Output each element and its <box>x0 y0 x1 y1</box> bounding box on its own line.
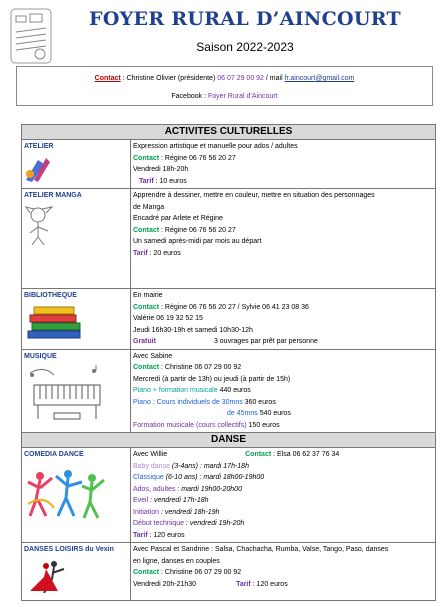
activity-name: ATELIER <box>24 143 54 150</box>
teacher: Avec Willie <box>133 451 168 458</box>
activity-row-musique <box>22 349 436 435</box>
schedule-tarif-line <box>133 579 433 591</box>
contact-value: : Régine 06 76 56 20 27 <box>159 154 236 162</box>
activity-row-manga <box>22 189 436 289</box>
contact-mail-label: / mail <box>263 75 285 82</box>
schedule: Vendredi 20h-21h30 <box>133 580 197 588</box>
class-value: : vendredi 17h-18h <box>148 497 209 504</box>
tarif-value: : 120 euros <box>250 580 288 588</box>
schedule: Mercredi (à partir de 13h) ou jeudi (à partir de 15h) <box>133 375 291 383</box>
activity-name: BIBLIOTHEQUE <box>24 292 77 299</box>
tarif-label: Tarif <box>236 580 251 588</box>
activity-details <box>131 140 436 189</box>
activity-details <box>131 349 436 435</box>
activity-name: MUSIQUE <box>24 352 57 360</box>
class-value: (6-10 ans) : mardi 18h00-19h00 <box>163 474 265 481</box>
contact-line <box>133 302 433 314</box>
activity-details <box>131 289 436 350</box>
contact-line <box>17 75 432 82</box>
contact-value: : Régine 06 76 56 20 27 / Sylvie 06 41 23 08 36 <box>159 303 309 311</box>
activity-name: COMEDIA DANCE <box>24 451 84 458</box>
activity-name: ATELIER MANGA <box>24 192 82 199</box>
danse-table <box>21 432 436 601</box>
contact-label: Contact <box>94 75 121 82</box>
tarif-line <box>133 248 433 260</box>
gratuit-value: 3 ouvrages par prêt par personne <box>213 338 318 345</box>
contact-label: Contact <box>133 364 160 371</box>
dancers-icon <box>24 464 106 524</box>
activity-description: Expression artistique et manuelle pour ados / adultes <box>133 143 298 150</box>
tarif-label: Tarif <box>133 531 148 539</box>
tarif-label: Tarif <box>139 177 154 185</box>
page-title: FOYER RURAL D’AINCOURT <box>89 8 401 30</box>
contact-label: Contact <box>133 154 160 162</box>
schedule: Un samedi après-midi par mois au départ <box>133 238 262 245</box>
contact-value: : Christine 06 07 29 00 92 <box>159 364 242 371</box>
class-label: Ados, adultes <box>133 485 176 493</box>
teacher: Avec Sabine <box>133 352 173 360</box>
piano-icon <box>24 365 110 423</box>
supervision: Encadré par Arlete et Régine <box>133 215 223 222</box>
price-line <box>133 420 433 432</box>
contact-line <box>133 225 433 237</box>
class-label: Classique <box>133 474 164 481</box>
contact-line <box>133 362 433 374</box>
activity-row-danses-loisirs <box>22 543 436 601</box>
price-label: Piano + formation musicale <box>133 387 218 394</box>
activity-details <box>131 189 436 289</box>
page-header <box>0 0 444 118</box>
contact-label: Contact <box>245 451 272 458</box>
price-value: 150 euros <box>246 421 280 429</box>
activity-description: en ligne, danses en couples <box>133 557 220 565</box>
tarif-line <box>133 176 433 188</box>
activity-name-cell <box>22 349 131 435</box>
contact-label: Contact <box>133 569 160 576</box>
activity-name-cell <box>22 448 131 543</box>
contact-value: Valérie 06 19 32 52 15 <box>133 315 203 322</box>
contact-line <box>133 567 433 579</box>
facebook-label: Facebook : <box>171 93 208 100</box>
activity-row-bibliotheque <box>22 289 436 350</box>
class-line <box>133 507 433 519</box>
tarif-value: : 20 euros <box>147 249 181 257</box>
contact-label: Contact <box>133 303 160 311</box>
class-value: (3-4ans) : mardi 17h-18h <box>169 462 249 470</box>
activity-name-cell <box>22 289 131 350</box>
class-line <box>133 518 433 530</box>
contact-separator: : <box>120 75 127 82</box>
danse-heading: DANSE <box>22 433 436 448</box>
tarif-value: : 10 euros <box>153 177 187 185</box>
activity-details <box>131 448 436 543</box>
activity-name-cell <box>22 189 131 289</box>
activity-details <box>131 543 436 601</box>
class-value: : vendredi 19h-20h <box>183 520 245 527</box>
paint-brushes-icon <box>24 156 52 182</box>
culture-heading: ACTIVITES CULTURELLES <box>22 125 436 140</box>
contact-value: : Régine 06 76 56 20 27 <box>159 226 236 234</box>
teacher-contact-line <box>133 449 433 461</box>
price-value: 540 euros <box>257 410 291 417</box>
contact-phone: 06 07 29 00 92 <box>217 75 264 82</box>
class-value: : vendredi 18h-19h <box>159 508 220 516</box>
class-line <box>133 495 433 507</box>
manga-drawing-icon <box>24 205 54 245</box>
class-line <box>133 472 433 484</box>
price-line <box>133 385 433 397</box>
price-line <box>133 408 433 420</box>
activity-description: de Manga <box>133 203 165 211</box>
contact-email-link[interactable]: fr.aincourt@gmail.com <box>284 75 355 82</box>
class-label: Initiation <box>133 508 160 516</box>
class-label: Baby danse <box>133 462 170 470</box>
price-line <box>133 397 433 409</box>
price-value: 440 euros <box>217 387 251 394</box>
class-line <box>133 484 433 496</box>
contact-value: : Christine 06 07 29 00 92 <box>159 569 242 576</box>
activity-description: Apprendre à dessiner, mettre en couleur, mettre en situation des personnages <box>133 192 375 199</box>
contact-box <box>16 66 433 106</box>
contact-line <box>133 153 433 165</box>
gratuit-label: Gratuit <box>133 338 156 345</box>
activity-name: DANSES LOISIRS du Vexin <box>24 546 114 553</box>
books-stack-icon <box>24 305 86 339</box>
culture-table <box>21 124 436 436</box>
activity-description: Avec Pascal et Sandrine : Salsa, Chachacha, Rumba, Valse, Tango, Paso, danses <box>133 546 389 553</box>
activity-row-atelier <box>22 140 436 189</box>
class-label: Eveil <box>133 497 149 504</box>
couple-dancers-icon <box>24 559 74 593</box>
facebook-value: Foyer Rural d’Aincourt <box>207 93 278 100</box>
activity-name-cell <box>22 140 131 189</box>
tarif-line <box>133 530 433 542</box>
price-label: Formation musicale (cours collectifs) <box>133 421 247 429</box>
foyer-rural-logo-icon <box>10 8 52 64</box>
contact-person: Christine Olivier (présidente) <box>126 75 218 82</box>
place: En mairie <box>133 292 163 299</box>
tarif-label: Tarif <box>133 249 148 257</box>
price-label: Piano : Cours individuels de 30mns <box>133 398 243 406</box>
class-label: Début technique <box>133 520 184 527</box>
contact-value: : Elsa 06 62 37 76 34 <box>271 451 340 458</box>
class-line <box>133 461 433 473</box>
price-value: 360 euros <box>242 398 276 406</box>
tarif-value: : 120 euros <box>147 531 185 539</box>
schedule: Vendredi 18h-20h <box>133 166 189 173</box>
season-label: Saison 2022-2023 <box>196 40 294 54</box>
schedule: Jeudi 16h30-19h et samedi 10h30-12h <box>133 326 253 334</box>
gratuit-line <box>133 336 433 348</box>
facebook-line <box>17 93 432 100</box>
contact-label: Contact <box>133 226 160 234</box>
class-value: : mardi 19h00-20h00 <box>175 485 242 493</box>
activity-row-comedia-dance <box>22 448 436 543</box>
price-label: de 45mns <box>227 410 258 417</box>
activity-name-cell <box>22 543 131 601</box>
